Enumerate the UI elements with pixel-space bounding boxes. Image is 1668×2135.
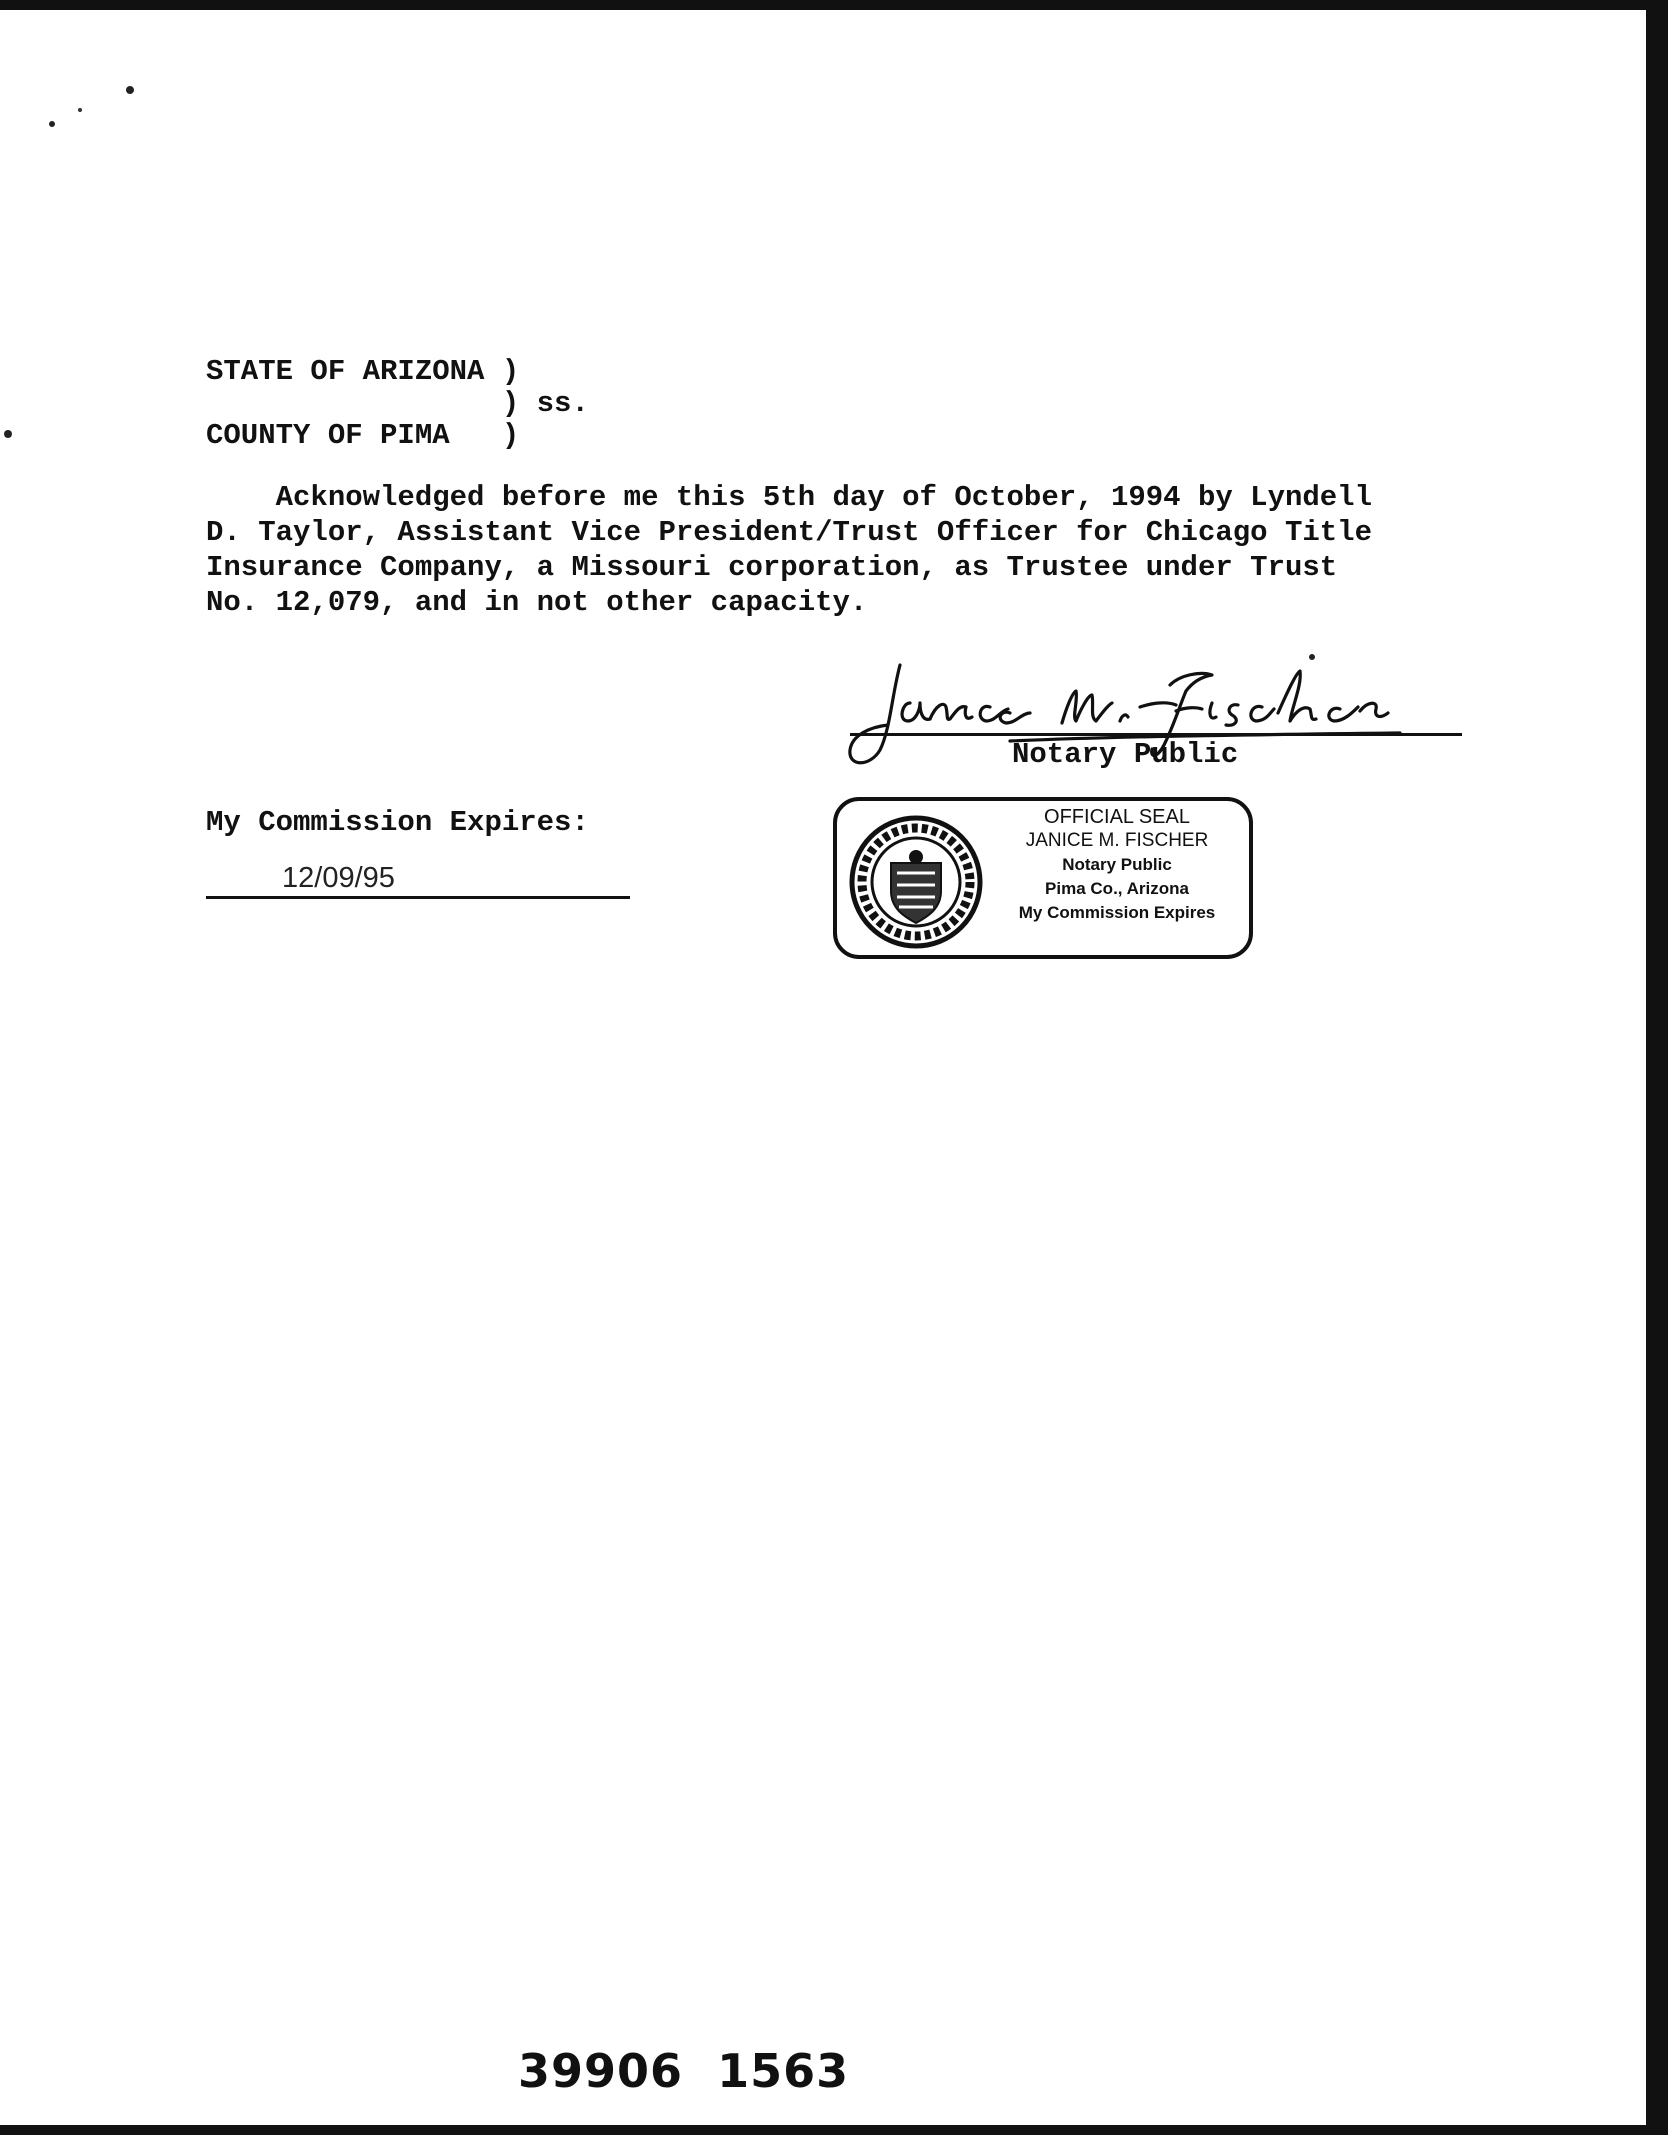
notary-public-label: Notary Public xyxy=(1012,738,1239,771)
official-seal-stamp xyxy=(833,797,1253,959)
acknowledgment-line: No. 12,079, and in not other capacity. xyxy=(206,586,868,619)
venue-ss: ) ss. xyxy=(206,387,589,420)
acknowledgment-line: D. Taylor, Assistant Vice President/Trust Officer for Chicago Title xyxy=(206,516,1372,549)
seal-text-block xyxy=(987,805,1247,925)
scan-edge-bottom xyxy=(0,2125,1668,2135)
venue-state: STATE OF ARIZONA ) xyxy=(206,355,520,388)
acknowledgment-paragraph xyxy=(206,480,1466,620)
venue-block xyxy=(206,356,589,452)
seal-notary-public: Notary Public xyxy=(1062,855,1172,874)
seal-notary-name: JANICE M. FISCHER xyxy=(1025,830,1209,851)
signature-line xyxy=(850,733,1462,736)
acknowledgment-line: Insurance Company, a Missouri corporation, as Trustee under Trust xyxy=(206,551,1338,584)
commission-date-line xyxy=(206,862,630,899)
venue-county: COUNTY OF PIMA ) xyxy=(206,419,520,452)
document-number: 39906 1563 xyxy=(518,2044,850,2098)
seal-county: Pima Co., Arizona xyxy=(1045,879,1189,898)
commission-expires-label: My Commission Expires: xyxy=(206,806,589,839)
arizona-state-seal-icon xyxy=(847,813,985,951)
scan-edge-top xyxy=(0,0,1668,10)
seal-title: OFFICIAL SEAL xyxy=(1044,806,1190,828)
seal-commission: My Commission Expires xyxy=(1018,903,1216,922)
commission-date: 12/09/95 xyxy=(282,862,395,894)
acknowledgment-line: Acknowledged before me this 5th day of October, 1994 by Lyndell xyxy=(206,481,1372,514)
scan-edge-right xyxy=(1646,0,1668,2135)
